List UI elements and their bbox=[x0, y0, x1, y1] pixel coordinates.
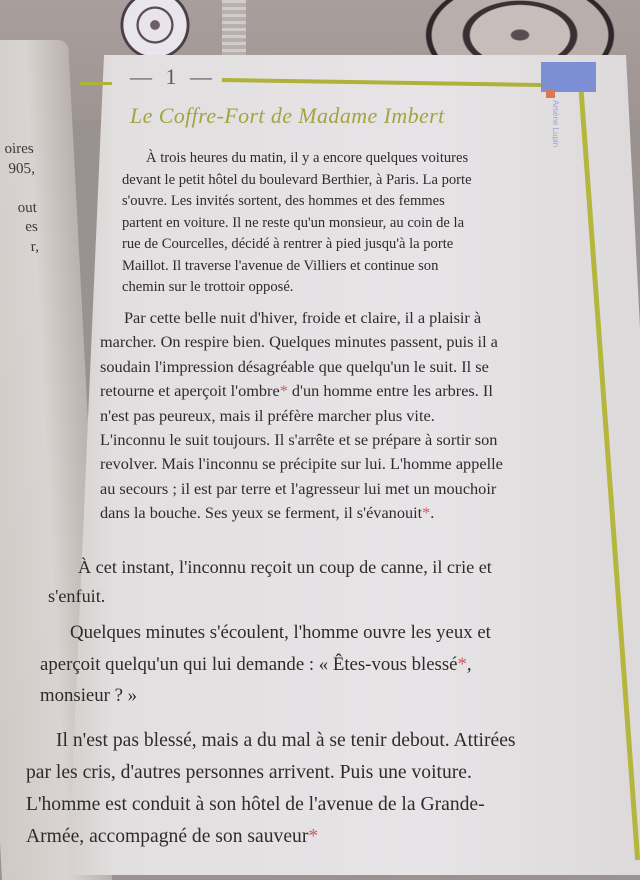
paragraph-3 bbox=[48, 553, 492, 611]
text-line: soudain l'impression désagréable que quelqu'un le suit. Il se bbox=[100, 356, 489, 376]
text-line: L'homme est conduit à son hôtel de l'avenue de la Grande- bbox=[26, 794, 485, 815]
text-line: Par cette belle nuit d'hiver, froide et claire, il a plaisir à bbox=[124, 308, 482, 327]
text-line: au secours ; il est par terre et l'agresseur lui met un mouchoir bbox=[100, 478, 497, 498]
text-segment: . bbox=[430, 503, 435, 523]
text-line: revolver. Mais l'inconnu se précipite sur lui. L'homme appelle bbox=[100, 454, 503, 474]
text-segment: Armée, accompagné de son sauveur bbox=[26, 826, 309, 847]
text-line: À trois heures du matin, il y a encore quelques voitures bbox=[146, 150, 469, 166]
text-line: rue de Courcelles, décidé à rentrer à pied jusqu'à la porte bbox=[122, 236, 454, 252]
side-tab-red-marker bbox=[546, 90, 555, 98]
text-line: monsieur ? » bbox=[40, 685, 138, 706]
footnote-marker[interactable]: * bbox=[279, 381, 288, 401]
side-tab-label: Arsène Lupin bbox=[551, 100, 560, 148]
paragraph-5 bbox=[26, 725, 516, 853]
footnote-marker[interactable]: * bbox=[308, 826, 319, 847]
footnote-marker[interactable]: * bbox=[457, 653, 467, 675]
text-segment: aperçoit quelqu'un qui lui demande : « Êtes-vous blessé bbox=[40, 653, 458, 675]
left-page-fragment: r, bbox=[30, 238, 40, 255]
text-segment: d'un homme entre les arbres. Il bbox=[287, 381, 493, 401]
page-border-left-segment bbox=[80, 82, 112, 85]
text-line: partent en voiture. Il ne reste qu'un monsieur, au coin de la bbox=[122, 214, 465, 231]
lace-stripe-decoration bbox=[222, 0, 246, 60]
text-line: À cet instant, l'inconnu reçoit un coup de canne, il crie et bbox=[78, 557, 492, 577]
chapter-number: — 1 — bbox=[130, 64, 216, 89]
text-line bbox=[40, 649, 491, 681]
text-line: s'ouvre. Les invités sortent, des hommes et des femmes bbox=[122, 193, 445, 209]
text-line: chemin sur le trottoir opposé. bbox=[122, 279, 294, 295]
text-line bbox=[100, 501, 503, 525]
left-page-fragment: out bbox=[17, 199, 38, 216]
paragraph-4 bbox=[40, 617, 491, 712]
text-line: par les cris, d'autres personnes arrivent. Puis une voiture. bbox=[26, 762, 472, 783]
left-page-fragment: 905, bbox=[8, 160, 36, 177]
text-segment: , bbox=[466, 653, 472, 675]
left-page-text-fragments bbox=[0, 140, 39, 257]
lace-flower-decoration bbox=[110, 0, 200, 60]
paragraph-2 bbox=[100, 306, 503, 526]
text-line: marcher. On respire bien. Quelques minutes passent, puis il a bbox=[100, 332, 498, 352]
text-line: n'est pas peureux, mais il préfère marcher plus vite. bbox=[100, 405, 435, 425]
chapter-title: Le Coffre-Fort de Madame Imbert bbox=[130, 103, 445, 128]
footnote-marker[interactable]: * bbox=[422, 503, 431, 523]
paragraph-1 bbox=[122, 148, 472, 299]
left-page-fragment bbox=[0, 179, 36, 199]
left-page-fragment: oires bbox=[4, 141, 35, 157]
text-line: L'inconnu le suit toujours. Il s'arrête et se prépare à sortir son bbox=[100, 430, 498, 450]
text-line: devant le petit hôtel du boulevard Berthier, à Paris. La porte bbox=[122, 171, 472, 188]
text-line: s'enfuit. bbox=[48, 586, 106, 606]
text-line: Maillot. Il traverse l'avenue de Villiers et continue son bbox=[122, 257, 439, 274]
text-line bbox=[100, 379, 503, 403]
text-line: Quelques minutes s'écoulent, l'homme ouvre les yeux et bbox=[70, 622, 491, 643]
text-segment: dans la bouche. Ses yeux se ferment, il s'évanouit bbox=[100, 503, 423, 523]
side-tab-blue bbox=[541, 62, 596, 92]
text-line: Il n'est pas blessé, mais a du mal à se tenir debout. Attirées bbox=[56, 730, 516, 751]
text-segment: retourne et aperçoit l'ombre bbox=[100, 381, 280, 401]
left-page-fragment: es bbox=[24, 219, 39, 235]
text-line bbox=[26, 821, 516, 853]
